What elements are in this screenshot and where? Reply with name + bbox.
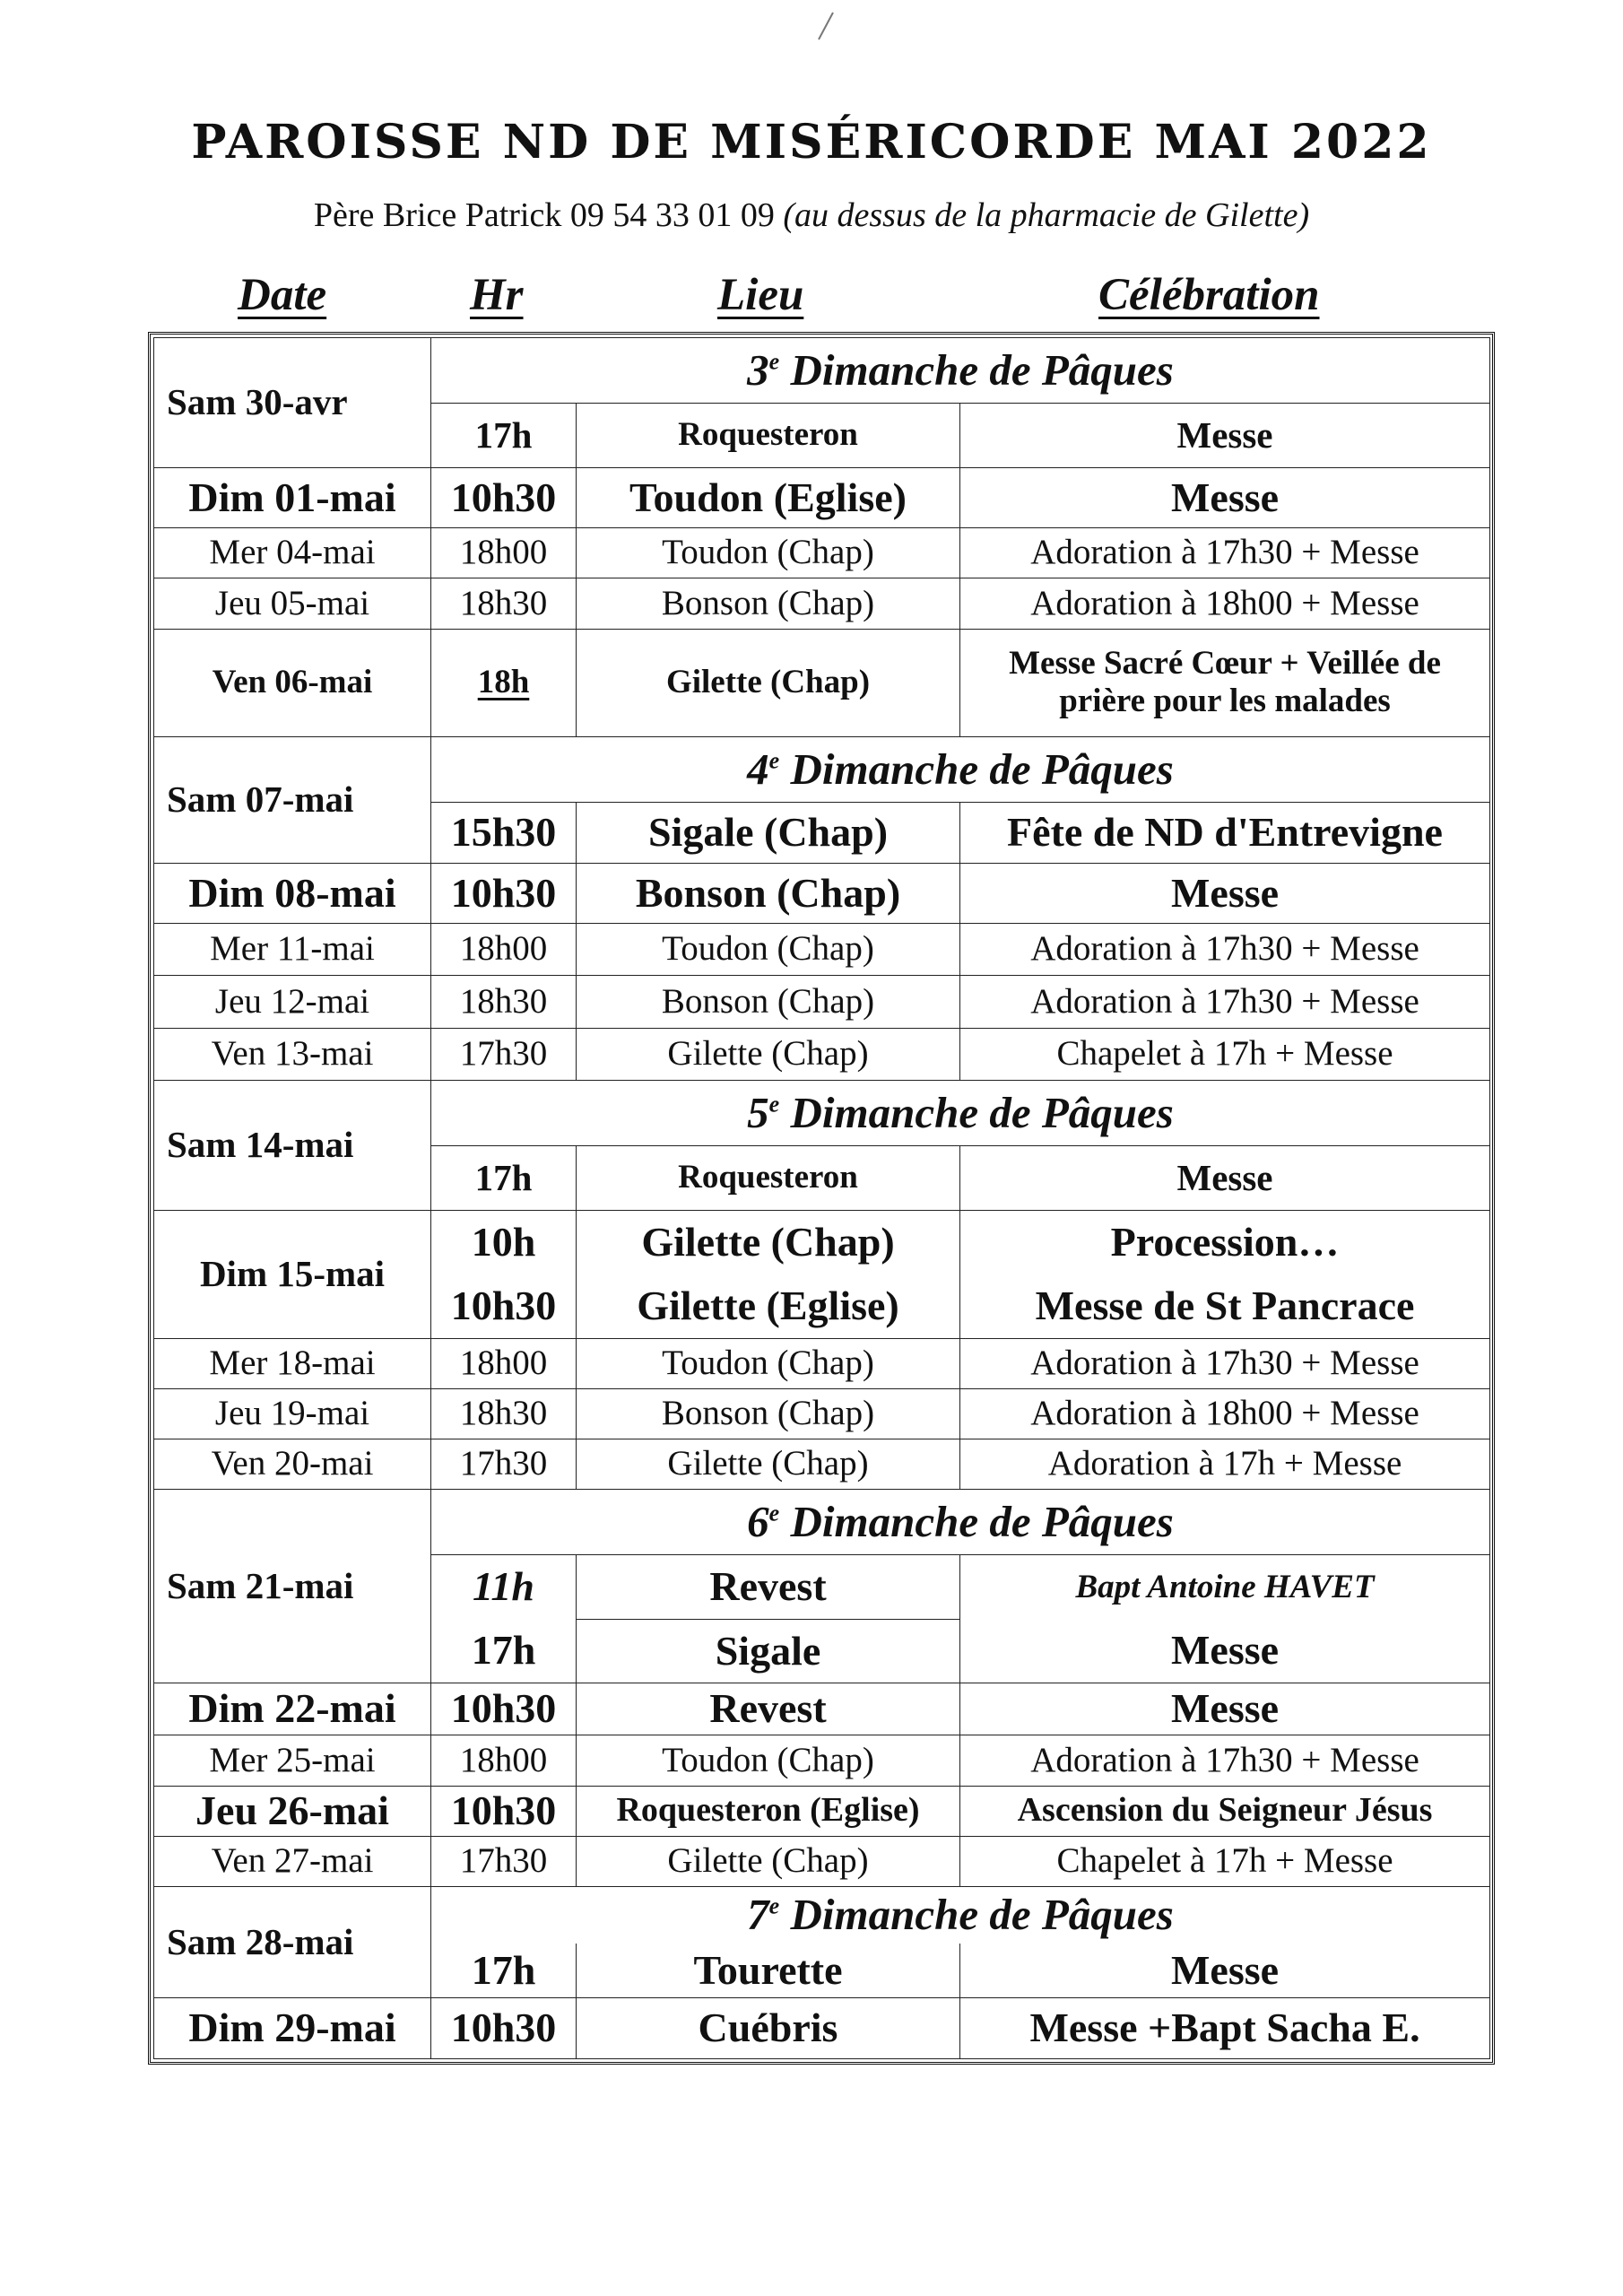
col-header-date: Date [238, 270, 327, 320]
celebration-cell: Adoration à 18h00 + Messe [960, 578, 1490, 629]
time-cell: 17h30 [431, 1836, 577, 1886]
celebration-cell: Messe +Bapt Sacha E. [960, 1998, 1490, 2059]
place-cell: Cuébris [577, 1998, 960, 2059]
time-cell: 18h00 [431, 528, 577, 578]
time-cell: 10h30 [431, 1998, 577, 2059]
place-cell: Gilette (Chap) [577, 1836, 960, 1886]
celebration-cell: Messe [960, 404, 1490, 467]
time-cell: 18h00 [431, 1338, 577, 1388]
date-cell: Mer 04-mai [154, 528, 431, 578]
place-cell: Roquesteron (Eglise) [577, 1786, 960, 1836]
date-cell: Sam 28-mai [154, 1886, 431, 1998]
place-cell: Gilette (Eglise) [577, 1274, 960, 1338]
time-cell: 10h30 [431, 1274, 577, 1338]
celebration-cell: Procession… [960, 1210, 1490, 1274]
date-cell: Jeu 05-mai [154, 578, 431, 629]
place-cell: Sigale (Chap) [577, 803, 960, 863]
place-cell: Toudon (Chap) [577, 528, 960, 578]
celebration-cell: Messe [960, 1146, 1490, 1210]
date-cell: Sam 07-mai [154, 737, 431, 864]
date-cell: Jeu 19-mai [154, 1388, 431, 1439]
date-cell: Dim 08-mai [154, 863, 431, 923]
time-cell: 17h [431, 404, 577, 467]
place-cell: Toudon (Chap) [577, 1338, 960, 1388]
time-cell: 18h30 [431, 578, 577, 629]
time-cell: 18h [431, 629, 577, 736]
date-cell: Ven 27-mai [154, 1836, 431, 1886]
time-cell: 17h [431, 1944, 577, 1998]
place-cell: Bonson (Chap) [577, 863, 960, 923]
place-cell: Roquesteron [577, 1146, 960, 1210]
celebration-cell: Messe [960, 1619, 1490, 1683]
celebration-cell: Ascension du Seigneur Jésus [960, 1786, 1490, 1836]
date-cell: Jeu 12-mai [154, 976, 431, 1028]
date-cell: Ven 20-mai [154, 1439, 431, 1489]
table-row [154, 1388, 1490, 1439]
place-cell: Toudon (Eglise) [577, 467, 960, 527]
table-row [154, 1338, 1490, 1388]
date-cell: Dim 29-mai [154, 1998, 431, 2059]
date-cell: Ven 06-mai [154, 629, 431, 736]
celebration-cell: Fête de ND d'Entrevigne [960, 803, 1490, 863]
table-row [154, 1998, 1490, 2059]
celebration-cell: Chapelet à 17h + Messe [960, 1836, 1490, 1886]
place-cell: Sigale [577, 1619, 960, 1683]
date-cell: Sam 21-mai [154, 1489, 431, 1683]
celebration-cell: Messe [960, 1944, 1490, 1998]
sunday-heading-row [154, 338, 1490, 404]
celebration-cell: Chapelet à 17h + Messe [960, 1028, 1490, 1080]
celebration-cell: Adoration à 17h30 + Messe [960, 1735, 1490, 1786]
time-cell: 10h30 [431, 1786, 577, 1836]
place-cell: Bonson (Chap) [577, 976, 960, 1028]
time-cell: 17h [431, 1619, 577, 1683]
celebration-cell: Adoration à 17h30 + Messe [960, 1338, 1490, 1388]
date-cell: Mer 25-mai [154, 1735, 431, 1786]
celebration-cell: Adoration à 18h00 + Messe [960, 1388, 1490, 1439]
celebration-cell: Adoration à 17h + Messe [960, 1439, 1490, 1489]
time-cell: 15h30 [431, 803, 577, 863]
celebration-cell: Messe Sacré Cœur + Veillée de prière pour les malades [960, 629, 1490, 736]
place-cell: Tourette [577, 1944, 960, 1998]
sunday-heading: 6e Dimanche de Pâques [431, 1489, 1490, 1554]
time-cell: 10h30 [431, 467, 577, 527]
place-cell: Revest [577, 1683, 960, 1735]
table-row [154, 578, 1490, 629]
page-subtitle [0, 196, 1623, 235]
schedule-table [153, 337, 1490, 2059]
place-cell: Gilette (Chap) [577, 629, 960, 736]
pen-mark [818, 13, 834, 40]
table-row [154, 1028, 1490, 1080]
table-row [154, 1735, 1490, 1786]
sunday-heading: 3e Dimanche de Pâques [431, 338, 1490, 404]
celebration-cell: Messe [960, 467, 1490, 527]
table-row [154, 1439, 1490, 1489]
time-cell: 18h30 [431, 1388, 577, 1439]
time-cell: 18h00 [431, 1735, 577, 1786]
place-cell: Toudon (Chap) [577, 1735, 960, 1786]
celebration-cell: Adoration à 17h30 + Messe [960, 528, 1490, 578]
table-row [154, 1786, 1490, 1836]
sunday-heading-row [154, 1080, 1490, 1145]
celebration-cell: Bapt Antoine HAVET [960, 1555, 1490, 1619]
place-cell: Revest [577, 1555, 960, 1619]
page-title: PAROISSE ND DE MISÉRICORDE MAI 2022 [191, 115, 1432, 170]
date-cell: Sam 30-avr [154, 338, 431, 468]
date-cell: Ven 13-mai [154, 1028, 431, 1080]
place-cell: Bonson (Chap) [577, 1388, 960, 1439]
sunday-heading-row [154, 1886, 1490, 1943]
contact-note: (au dessus de la pharmacie de Gilette) [783, 196, 1310, 234]
date-cell: Mer 18-mai [154, 1338, 431, 1388]
sunday-heading: 4e Dimanche de Pâques [431, 737, 1490, 803]
place-cell: Roquesteron [577, 404, 960, 467]
contact-line: Père Brice Patrick 09 54 33 01 09 [313, 196, 775, 234]
time-cell: 17h30 [431, 1439, 577, 1489]
time-cell: 17h [431, 1146, 577, 1210]
celebration-cell: Messe de St Pancrace [960, 1274, 1490, 1338]
sunday-heading-row [154, 737, 1490, 803]
time-cell: 10h30 [431, 863, 577, 923]
sunday-heading: 5e Dimanche de Pâques [431, 1080, 1490, 1145]
table-row [154, 1210, 1490, 1274]
date-cell: Dim 15-mai [154, 1210, 431, 1338]
place-cell: Gilette (Chap) [577, 1028, 960, 1080]
place-cell: Gilette (Chap) [577, 1439, 960, 1489]
celebration-cell: Messe [960, 863, 1490, 923]
time-cell: 17h30 [431, 1028, 577, 1080]
place-cell: Gilette (Chap) [577, 1210, 960, 1274]
celebration-cell: Messe [960, 1683, 1490, 1735]
time-cell: 10h [431, 1210, 577, 1274]
table-row [154, 629, 1490, 736]
date-cell: Jeu 26-mai [154, 1786, 431, 1836]
col-header-place: Lieu [717, 270, 804, 320]
date-cell: Dim 01-mai [154, 467, 431, 527]
table-row [154, 528, 1490, 578]
time-cell: 10h30 [431, 1683, 577, 1735]
time-cell: 18h30 [431, 976, 577, 1028]
time-cell: 11h [431, 1555, 577, 1619]
place-cell: Bonson (Chap) [577, 578, 960, 629]
table-row [154, 467, 1490, 527]
celebration-cell: Adoration à 17h30 + Messe [960, 924, 1490, 976]
table-row [154, 863, 1490, 923]
celebration-cell: Adoration à 17h30 + Messe [960, 976, 1490, 1028]
date-cell: Dim 22-mai [154, 1683, 431, 1735]
table-row [154, 976, 1490, 1028]
sunday-heading: 7e Dimanche de Pâques [431, 1886, 1490, 1943]
place-cell: Toudon (Chap) [577, 924, 960, 976]
time-cell: 18h00 [431, 924, 577, 976]
col-header-celebration: Célébration [1098, 270, 1320, 320]
table-row [154, 924, 1490, 976]
table-row [154, 1683, 1490, 1735]
col-header-hour: Hr [470, 270, 524, 320]
date-cell: Mer 11-mai [154, 924, 431, 976]
table-row [154, 1836, 1490, 1886]
sunday-heading-row [154, 1489, 1490, 1554]
date-cell: Sam 14-mai [154, 1080, 431, 1210]
